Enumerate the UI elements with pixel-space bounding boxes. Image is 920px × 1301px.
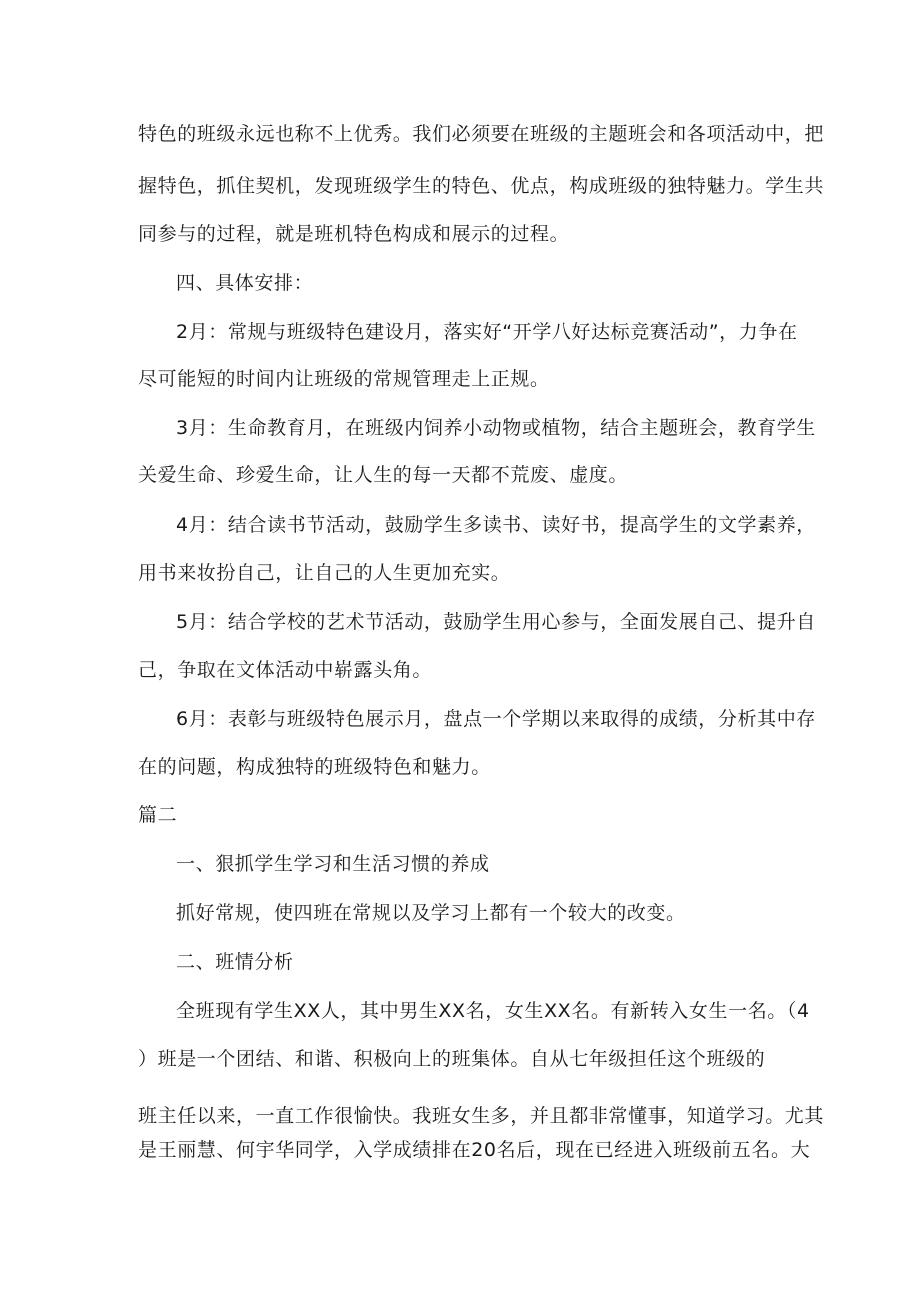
text-line: ）班是一个团结、和谐、积极向上的班集体。自从七年级担任这个班级的 [138, 1048, 766, 1070]
text-line: 班主任以来，一直工作很愉快。我班女生多，并且都非常懂事，知道学习。尤其 [138, 1105, 825, 1127]
text-line: 是王丽慧、何宇华同学，入学成绩排在20名后，现在已经进入班级前五名。大 [138, 1139, 811, 1161]
section-heading: 一、狠抓学生学习和生活习惯的养成 [176, 853, 490, 875]
text-line: 同参与的过程，就是班机特色构成和展示的过程。 [138, 223, 570, 245]
text-line: 在的问题，构成独特的班级特色和魅力。 [138, 756, 491, 778]
text-line: 6月：表彰与班级特色展示月，盘点一个学期以来取得的成绩，分析其中存 [176, 708, 816, 730]
text-line: 4月：结合读书节活动，鼓励学生多读书、读好书，提高学生的文学素养， [176, 514, 816, 536]
text-line: 关爱生命、珍爱生命，让人生的每一天都不荒废、虚度。 [138, 464, 629, 486]
text-line: 全班现有学生XX人，其中男生XX名，女生XX名。有新转入女生一名。（4 [176, 1000, 810, 1022]
text-line: 己，争取在文体活动中崭露头角。 [138, 659, 433, 681]
text-line: 抓好常规，使四班在常规以及学习上都有一个较大的改变。 [176, 902, 686, 924]
text-line: 用书来妆扮自己，让自己的人生更加充实。 [138, 562, 511, 584]
text-line: 2月：常规与班级特色建设月，落实好“开学八好达标竞赛活动”，力争在 [176, 321, 798, 343]
text-line: 握特色，抓住契机，发现班级学生的特色、优点，构成班级的独特魅力。学生共 [138, 175, 825, 197]
text-line: 5月：结合学校的艺术节活动，鼓励学生用心参与，全面发展自己、提升自 [176, 611, 816, 633]
chapter-title: 篇二 [138, 804, 178, 826]
text-line: 3月：生命教育月，在班级内饲养小动物或植物，结合主题班会，教育学生 [176, 417, 816, 439]
text-line: 特色的班级永远也称不上优秀。我们必须要在班级的主题班会和各项活动中，把 [138, 123, 825, 145]
section-heading: 二、班情分析 [176, 951, 294, 973]
section-heading: 四、具体安排： [176, 272, 314, 294]
text-line: 尽可能短的时间内让班级的常规管理走上正规。 [138, 368, 550, 390]
